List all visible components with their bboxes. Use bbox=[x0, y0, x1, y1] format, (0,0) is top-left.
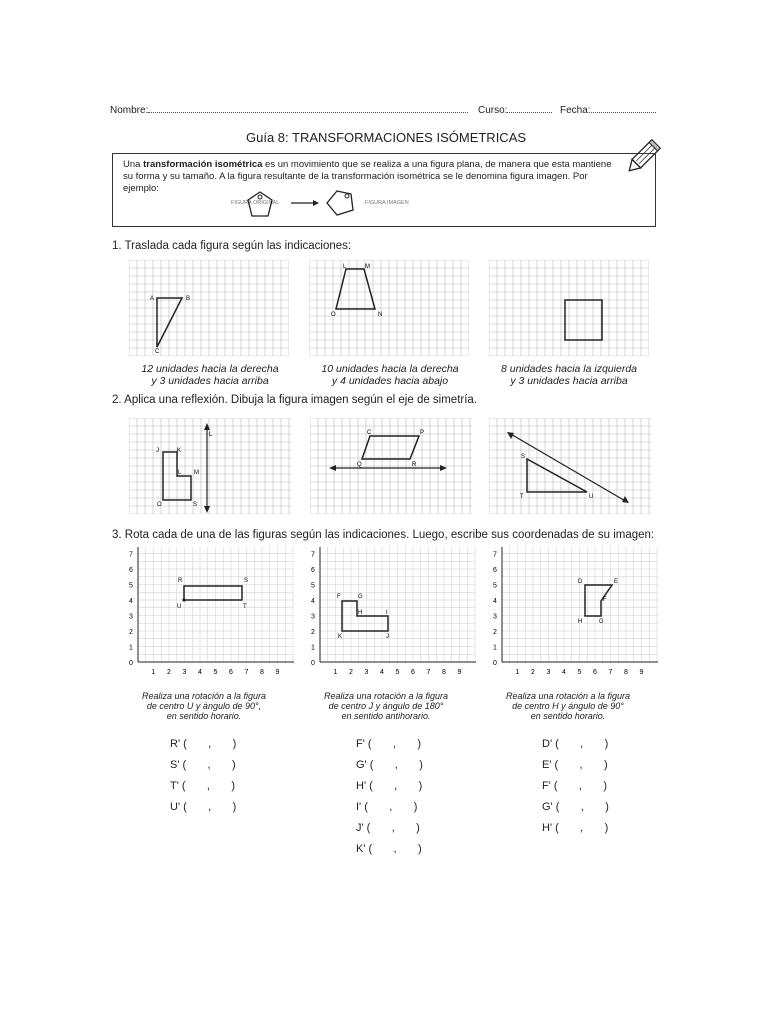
x-tick-label: 6 bbox=[593, 669, 597, 676]
rectangle-rsut bbox=[184, 586, 242, 600]
svg-text:F: F bbox=[603, 597, 607, 603]
svg-text:H: H bbox=[578, 619, 583, 625]
parallelogram-figure bbox=[362, 436, 419, 459]
label-c: C bbox=[155, 349, 160, 355]
x-tick-label: 7 bbox=[426, 669, 431, 676]
x-tick-label: 6 bbox=[411, 669, 415, 676]
y-tick-label: 2 bbox=[129, 629, 133, 636]
label-m: M bbox=[365, 264, 370, 270]
fig-imagen-label: FIGURA IMAGEN bbox=[365, 200, 409, 206]
answer-j[interactable]: J' ( , ) bbox=[356, 822, 420, 834]
trapezoid-lmno bbox=[336, 269, 375, 309]
fig-original-label: FIGURA ORIGINAL bbox=[231, 200, 280, 206]
x-tick-label: 8 bbox=[260, 669, 264, 676]
answers-col-3 bbox=[542, 738, 609, 843]
svg-text:F: F bbox=[337, 594, 341, 600]
pentagon-defgh bbox=[585, 585, 612, 616]
svg-text:K: K bbox=[338, 634, 343, 640]
label-o: O bbox=[331, 312, 336, 318]
answer-u[interactable]: U' ( , ) bbox=[170, 801, 237, 813]
answer-h2[interactable]: H' ( , ) bbox=[542, 822, 609, 834]
center-point-u bbox=[182, 598, 185, 601]
y-tick-label: 4 bbox=[311, 598, 315, 605]
y-tick-label: 2 bbox=[311, 629, 315, 636]
svg-text:S: S bbox=[193, 502, 198, 508]
svg-text:K: K bbox=[177, 448, 182, 454]
svg-text:M: M bbox=[194, 470, 199, 476]
x-tick-label: 1 bbox=[151, 669, 156, 676]
grid-q2-1[interactable] bbox=[129, 418, 291, 514]
image-pentagon bbox=[327, 191, 353, 215]
answers-col-1 bbox=[170, 738, 236, 822]
nombre-label: Nombre: bbox=[110, 105, 149, 116]
definition-term: transformación isométrica bbox=[143, 159, 263, 170]
answer-h[interactable]: H' ( , ) bbox=[356, 780, 423, 792]
y-tick-label: 1 bbox=[311, 644, 315, 652]
label-b: B bbox=[186, 296, 191, 302]
y-tick-label: 5 bbox=[493, 582, 497, 590]
x-tick-label: 2 bbox=[167, 669, 171, 676]
answers-col-2 bbox=[356, 738, 423, 864]
x-tick-label: 6 bbox=[229, 669, 233, 676]
x-tick-label: 3 bbox=[182, 669, 187, 676]
y-tick-label: 1 bbox=[493, 644, 497, 652]
nombre-field[interactable] bbox=[110, 105, 468, 116]
caption-q3-2: Realiza una rotación a la figura de centro J y ángulo de 180° en sentido antihorario. bbox=[323, 691, 449, 721]
x-tick-label: 8 bbox=[442, 669, 446, 676]
example-diagram bbox=[223, 184, 503, 224]
caption-q1-2: 10 unidades hacia la derecha y 4 unidades hacia abajo bbox=[321, 363, 459, 387]
caption-q3-1: Realiza una rotación a la figura de centro U y ángulo de 90°, en sentido horario. bbox=[141, 691, 267, 721]
y-tick-label: 2 bbox=[493, 629, 497, 636]
svg-text:U: U bbox=[589, 494, 594, 500]
svg-text:R: R bbox=[412, 462, 417, 468]
fecha-field[interactable] bbox=[560, 105, 656, 116]
svg-text:J: J bbox=[386, 634, 389, 640]
svg-text:O: O bbox=[157, 502, 162, 508]
right-triangle-figure bbox=[527, 459, 587, 492]
y-tick-label: 3 bbox=[493, 613, 497, 621]
x-tick-label: 7 bbox=[244, 669, 249, 676]
curso-field[interactable] bbox=[478, 105, 552, 116]
question-1-text: 1. Traslada cada figura según las indicaciones: bbox=[112, 240, 352, 252]
x-tick-label: 4 bbox=[198, 669, 202, 676]
question-3-text: 3. Rota cada de una de las figuras según las indicaciones. Luego, escribe sus coordenadas de su imagen: bbox=[112, 529, 655, 541]
y-tick-label: 7 bbox=[129, 551, 133, 559]
x-tick-label: 4 bbox=[380, 669, 384, 676]
label-a: A bbox=[150, 296, 155, 302]
svg-text:D: D bbox=[578, 579, 583, 585]
definition-text: Una transformación isométrica es un movimiento que se realiza a una figura plana, de manera que esta mantiene su forma y su tamaño. A la figura resultante de la transformación isométrica se le denomina figura imagen. Por ejemplo: bbox=[123, 159, 612, 194]
svg-text:G: G bbox=[599, 619, 604, 625]
y-tick-label: 6 bbox=[311, 567, 315, 574]
y-tick-label: 5 bbox=[311, 582, 315, 590]
x-tick-label: 1 bbox=[515, 669, 520, 676]
label-l: L bbox=[343, 264, 347, 270]
answer-f[interactable]: F' ( , ) bbox=[356, 738, 422, 750]
svg-text:H: H bbox=[358, 610, 363, 616]
original-dot bbox=[258, 195, 262, 199]
y-tick-label: 6 bbox=[493, 567, 497, 574]
grid-q2-3[interactable] bbox=[489, 418, 651, 514]
x-tick-label: 3 bbox=[364, 669, 369, 676]
y-tick-label: 3 bbox=[129, 613, 133, 621]
y-tick-label: 7 bbox=[311, 551, 315, 559]
x-tick-label: 2 bbox=[349, 669, 353, 676]
svg-text:I: I bbox=[386, 610, 388, 616]
answer-r[interactable]: R' ( , ) bbox=[170, 738, 237, 750]
y-tick-label: 6 bbox=[129, 567, 133, 574]
answer-g2[interactable]: G' ( , ) bbox=[542, 801, 609, 813]
y-tick-label: 5 bbox=[129, 582, 133, 590]
l-shape-fghijk bbox=[342, 601, 388, 631]
x-tick-label: 9 bbox=[639, 669, 644, 676]
x-tick-label: 1 bbox=[333, 669, 338, 676]
grid-q1-2[interactable] bbox=[309, 260, 469, 356]
grid-q2-2[interactable] bbox=[310, 418, 472, 514]
svg-text:U: U bbox=[177, 604, 182, 610]
svg-text:R: R bbox=[178, 578, 183, 584]
x-tick-label: 4 bbox=[562, 669, 566, 676]
svg-text:S: S bbox=[244, 578, 249, 584]
svg-text:T: T bbox=[243, 604, 247, 610]
coord-grid-1[interactable] bbox=[112, 547, 294, 687]
x-tick-label: 9 bbox=[275, 669, 280, 676]
svg-text:T: T bbox=[520, 494, 524, 500]
answer-s[interactable]: S' ( , ) bbox=[170, 759, 236, 771]
question-2-text: 2. Aplica una reflexión. Dibuja la figura imagen según el eje de simetría. bbox=[112, 394, 478, 406]
origin-label: 0 bbox=[129, 660, 133, 667]
square-figure bbox=[565, 300, 602, 340]
coord-grid-2[interactable] bbox=[294, 547, 476, 687]
svg-text:C: C bbox=[367, 430, 372, 436]
arrow-icon bbox=[313, 200, 319, 206]
definition-box bbox=[112, 153, 656, 227]
x-tick-label: 5 bbox=[395, 669, 400, 676]
svg-text:J: J bbox=[156, 448, 159, 454]
answer-f2[interactable]: F' ( , ) bbox=[542, 780, 608, 792]
coord-grid-3[interactable] bbox=[476, 547, 658, 687]
svg-text:S: S bbox=[521, 454, 526, 460]
answer-t[interactable]: T' ( , ) bbox=[170, 780, 236, 792]
y-tick-label: 4 bbox=[493, 598, 497, 605]
x-tick-label: 5 bbox=[213, 669, 218, 676]
svg-text:E: E bbox=[614, 579, 619, 585]
page-title: Guía 8: TRANSFORMACIONES ISÓMETRICAS bbox=[246, 130, 527, 145]
svg-text:G: G bbox=[358, 594, 363, 600]
caption-q1-1: 12 unidades hacia la derecha y 3 unidades hacia arriba bbox=[141, 363, 279, 387]
svg-text:L: L bbox=[209, 432, 213, 438]
x-tick-label: 5 bbox=[577, 669, 582, 676]
x-tick-label: 2 bbox=[531, 669, 535, 676]
answer-d[interactable]: D' ( , ) bbox=[542, 738, 609, 750]
image-dot bbox=[345, 194, 349, 198]
x-tick-label: 7 bbox=[608, 669, 613, 676]
answer-e[interactable]: E' ( , ) bbox=[542, 759, 608, 771]
caption-q1-3: 8 unidades hacia la izquierda y 3 unidades hacia arriba bbox=[500, 363, 637, 387]
answer-g[interactable]: G' ( , ) bbox=[356, 759, 423, 771]
x-tick-label: 9 bbox=[457, 669, 462, 676]
svg-text:Q: Q bbox=[357, 462, 362, 468]
fecha-label: Fecha: bbox=[560, 105, 591, 116]
svg-text:P: P bbox=[420, 430, 425, 436]
grid-q1-1[interactable] bbox=[129, 260, 289, 356]
label-n: N bbox=[378, 312, 383, 318]
x-tick-label: 8 bbox=[624, 669, 628, 676]
y-tick-label: 4 bbox=[129, 598, 133, 605]
x-tick-label: 3 bbox=[546, 669, 551, 676]
caption-q3-3: Realiza una rotación a la figura de centro H y ángulo de 90° en sentido horario. bbox=[505, 691, 631, 721]
grid-q1-3[interactable] bbox=[489, 260, 649, 356]
answer-i[interactable]: I' ( , ) bbox=[356, 801, 418, 813]
svg-text:L: L bbox=[178, 470, 182, 476]
y-tick-label: 7 bbox=[493, 551, 497, 559]
answer-k[interactable]: K' ( , ) bbox=[356, 843, 422, 855]
origin-label: 0 bbox=[493, 660, 497, 667]
origin-label: 0 bbox=[311, 660, 315, 667]
y-tick-label: 3 bbox=[311, 613, 315, 621]
curso-label: Curso: bbox=[478, 105, 508, 116]
y-tick-label: 1 bbox=[129, 644, 133, 652]
